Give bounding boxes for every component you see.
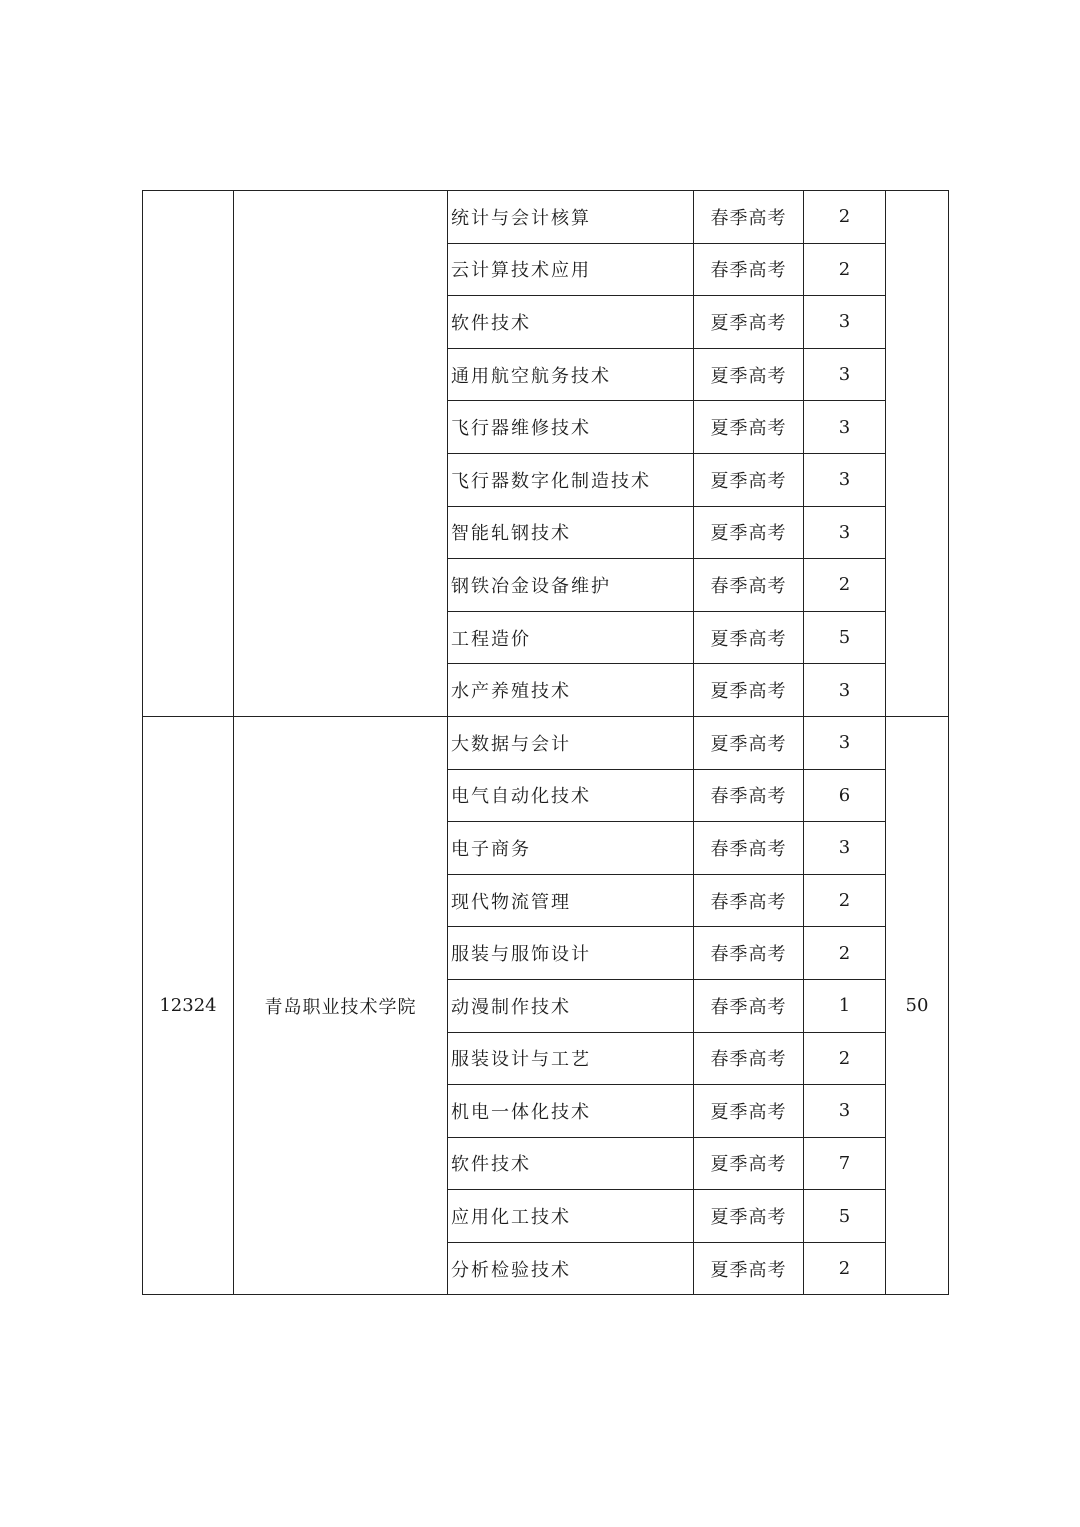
major-cell: 现代物流管理 <box>448 874 694 927</box>
exam-type-cell: 春季高考 <box>694 243 804 296</box>
quota-cell: 3 <box>804 1085 886 1138</box>
quota-cell: 3 <box>804 506 886 559</box>
major-cell: 通用航空航务技术 <box>448 348 694 401</box>
quota-cell: 6 <box>804 769 886 822</box>
major-cell: 云计算技术应用 <box>448 243 694 296</box>
exam-type-cell: 夏季高考 <box>694 1190 804 1243</box>
quota-cell: 3 <box>804 348 886 401</box>
major-cell: 智能轧钢技术 <box>448 506 694 559</box>
exam-type-cell: 夏季高考 <box>694 664 804 717</box>
quota-cell: 3 <box>804 664 886 717</box>
table-row <box>143 716 949 769</box>
exam-type-cell: 春季高考 <box>694 1032 804 1085</box>
exam-type-cell: 春季高考 <box>694 559 804 612</box>
total-quota-cell <box>886 191 949 717</box>
major-cell: 工程造价 <box>448 611 694 664</box>
major-cell: 电气自动化技术 <box>448 769 694 822</box>
quota-cell: 2 <box>804 874 886 927</box>
major-cell: 应用化工技术 <box>448 1190 694 1243</box>
major-cell: 水产养殖技术 <box>448 664 694 717</box>
table-row <box>143 191 949 244</box>
major-cell: 分析检验技术 <box>448 1242 694 1295</box>
major-cell: 统计与会计核算 <box>448 191 694 244</box>
quota-cell: 1 <box>804 979 886 1032</box>
exam-type-cell: 春季高考 <box>694 927 804 980</box>
major-cell: 软件技术 <box>448 296 694 349</box>
exam-type-cell: 春季高考 <box>694 979 804 1032</box>
exam-type-cell: 春季高考 <box>694 191 804 244</box>
institution-code-cell: 12324 <box>143 716 234 1295</box>
exam-type-cell: 夏季高考 <box>694 506 804 559</box>
exam-type-cell: 春季高考 <box>694 822 804 875</box>
quota-cell: 3 <box>804 716 886 769</box>
quota-cell: 2 <box>804 243 886 296</box>
exam-type-cell: 夏季高考 <box>694 1242 804 1295</box>
major-cell: 大数据与会计 <box>448 716 694 769</box>
exam-type-cell: 夏季高考 <box>694 1137 804 1190</box>
quota-cell: 2 <box>804 927 886 980</box>
major-cell: 服装设计与工艺 <box>448 1032 694 1085</box>
major-cell: 机电一体化技术 <box>448 1085 694 1138</box>
exam-type-cell: 夏季高考 <box>694 716 804 769</box>
institution-code-cell <box>143 191 234 717</box>
quota-cell: 3 <box>804 453 886 506</box>
quota-cell: 5 <box>804 611 886 664</box>
exam-type-cell: 夏季高考 <box>694 453 804 506</box>
enrollment-table <box>142 190 949 1295</box>
quota-cell: 3 <box>804 296 886 349</box>
quota-cell: 2 <box>804 191 886 244</box>
major-cell: 飞行器数字化制造技术 <box>448 453 694 506</box>
major-cell: 软件技术 <box>448 1137 694 1190</box>
quota-cell: 5 <box>804 1190 886 1243</box>
exam-type-cell: 夏季高考 <box>694 401 804 454</box>
quota-cell: 3 <box>804 401 886 454</box>
major-cell: 动漫制作技术 <box>448 979 694 1032</box>
exam-type-cell: 夏季高考 <box>694 1085 804 1138</box>
major-cell: 飞行器维修技术 <box>448 401 694 454</box>
exam-type-cell: 夏季高考 <box>694 348 804 401</box>
quota-cell: 2 <box>804 1032 886 1085</box>
quota-cell: 3 <box>804 822 886 875</box>
total-quota-cell: 50 <box>886 716 949 1295</box>
major-cell: 钢铁冶金设备维护 <box>448 559 694 612</box>
major-cell: 电子商务 <box>448 822 694 875</box>
quota-cell: 2 <box>804 559 886 612</box>
exam-type-cell: 春季高考 <box>694 874 804 927</box>
quota-cell: 7 <box>804 1137 886 1190</box>
institution-name-cell: 青岛职业技术学院 <box>234 716 448 1295</box>
major-cell: 服装与服饰设计 <box>448 927 694 980</box>
institution-name-cell <box>234 191 448 717</box>
exam-type-cell: 夏季高考 <box>694 611 804 664</box>
exam-type-cell: 夏季高考 <box>694 296 804 349</box>
quota-cell: 2 <box>804 1242 886 1295</box>
exam-type-cell: 春季高考 <box>694 769 804 822</box>
